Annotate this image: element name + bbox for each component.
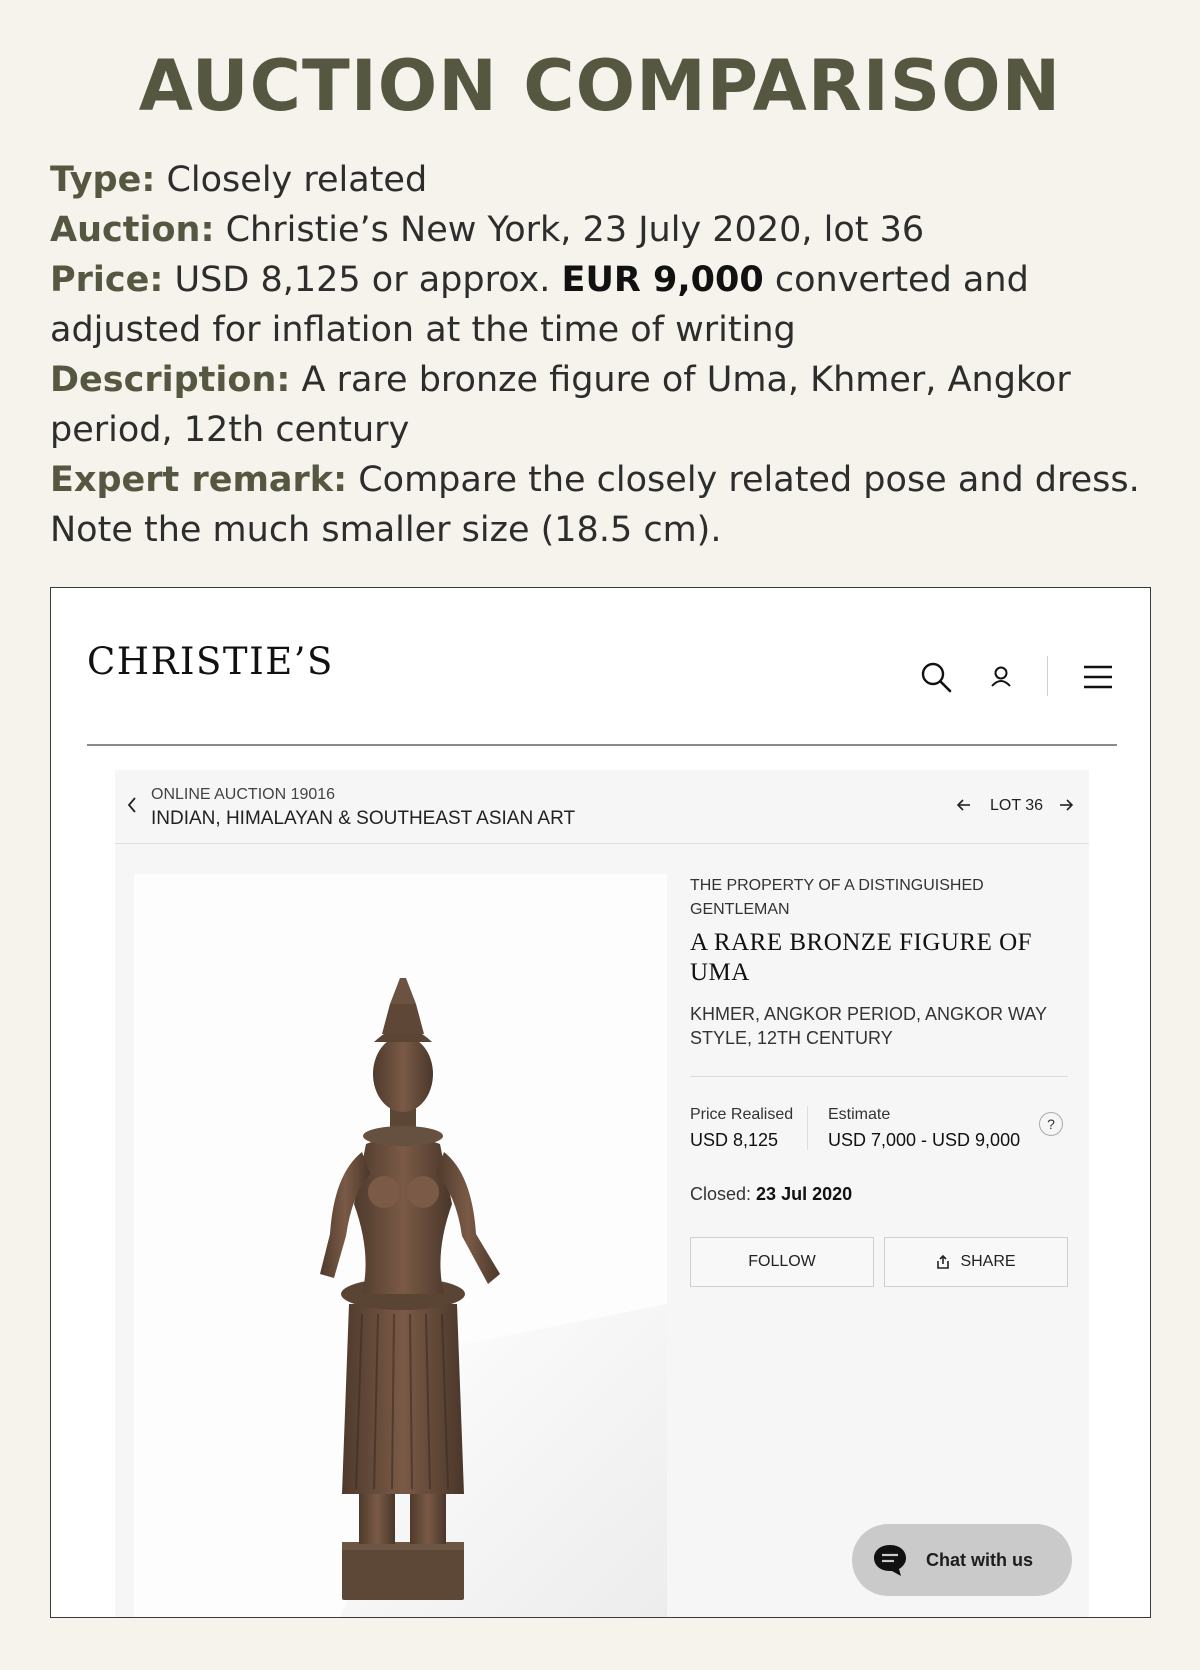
price-row [50, 255, 1160, 355]
lot-title: A RARE BRONZE FIGURE OF UMA [690, 929, 1033, 986]
christies-logo[interactable]: CHRISTIE’S [87, 640, 334, 683]
type-value: Closely related [166, 160, 428, 200]
search-icon[interactable] [919, 660, 953, 694]
description-row [50, 355, 1160, 455]
user-icon[interactable] [984, 660, 1018, 694]
estimate-label: Estimate [828, 1106, 891, 1123]
help-icon[interactable]: ? [1039, 1112, 1063, 1136]
price-realised-label: Price Realised [690, 1106, 794, 1123]
follow-button[interactable] [690, 1237, 874, 1287]
share-label: SHARE [960, 1253, 1016, 1270]
closed-date [690, 1184, 852, 1205]
lot-image[interactable] [134, 874, 667, 1618]
price-eur: EUR 9,000 [561, 260, 764, 300]
auction-info [50, 155, 1160, 555]
page-heading: AUCTION COMPARISON [138, 45, 1062, 127]
lot-divider [690, 1076, 1068, 1077]
price-divider [807, 1106, 808, 1150]
chat-label: Chat with us [926, 1549, 1033, 1570]
remark-row [50, 455, 1160, 555]
lot-provenance: THE PROPERTY OF A DISTINGUISHED GENTLEMAN [690, 877, 984, 918]
auction-row [50, 205, 1160, 255]
bronze-figure-image [134, 874, 667, 1618]
estimate-value: USD 7,000 - USD 9,000 [828, 1130, 1021, 1150]
description-label: Description: [50, 360, 291, 400]
nav-divider [1047, 656, 1048, 696]
type-label: Type: [50, 160, 156, 200]
hamburger-menu-icon[interactable] [1081, 660, 1115, 694]
follow-label: FOLLOW [748, 1253, 816, 1270]
chat-bubble-icon [872, 1543, 908, 1577]
share-button[interactable] [884, 1237, 1068, 1287]
lot-number: LOT 36 [990, 797, 1044, 814]
price-value: USD 8,125 or approx. [174, 260, 551, 300]
auction-value: Christie’s New York, 23 July 2020, lot 36 [225, 210, 925, 250]
arrow-right-icon[interactable] [1057, 796, 1075, 814]
chat-button[interactable] [852, 1524, 1072, 1596]
price-note: converted and adjusted for inflation at the time of writing [50, 260, 1029, 350]
chevron-left-icon[interactable] [125, 795, 139, 815]
sale-header [115, 770, 1089, 844]
sale-number[interactable]: ONLINE AUCTION 19016 [151, 786, 336, 803]
price-realised-value: USD 8,125 [690, 1130, 779, 1150]
remark-label: Expert remark: [50, 460, 348, 500]
sale-title[interactable]: INDIAN, HIMALAYAN & SOUTHEAST ASIAN ART [151, 808, 576, 829]
remark-value: Compare the closely related pose and dress. Note the much smaller size (18.5 cm). [50, 460, 1140, 550]
closed-value: 23 Jul 2020 [756, 1184, 853, 1204]
price-label: Price: [50, 260, 164, 300]
closed-label: Closed: [690, 1184, 752, 1204]
christies-screenshot [50, 587, 1151, 1618]
arrow-left-icon[interactable] [955, 796, 973, 814]
share-icon [936, 1254, 950, 1270]
auction-label: Auction: [50, 210, 215, 250]
lot-subtitle: KHMER, ANGKOR PERIOD, ANGKOR WAY STYLE, 12TH CENTURY [690, 1004, 1047, 1048]
description-value: A rare bronze figure of Uma, Khmer, Angkor period, 12th century [50, 360, 1071, 450]
header-divider [87, 744, 1117, 746]
lot-panel [115, 770, 1089, 1618]
type-row [50, 155, 1160, 205]
